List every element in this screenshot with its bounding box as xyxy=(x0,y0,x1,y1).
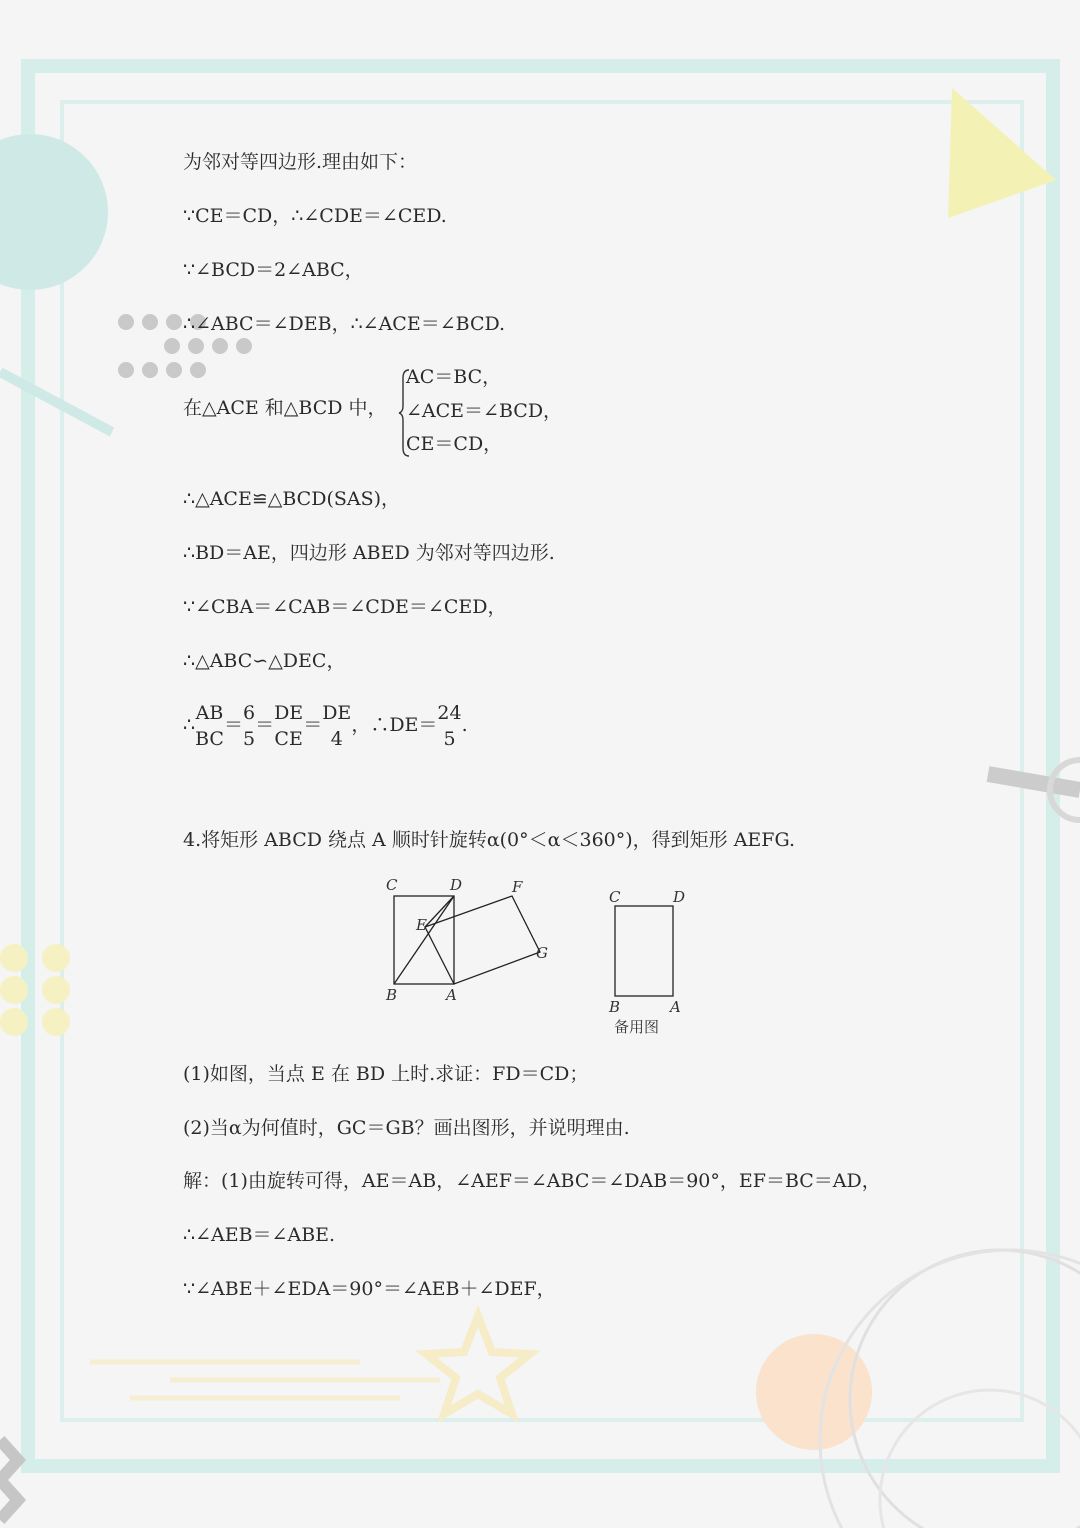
text-line-6: ∴BD＝AE，四边形 ABED 为邻对等四边形. xyxy=(183,542,555,564)
text-line-2: ∵CE＝CD，∴∠CDE＝∠CED. xyxy=(183,205,447,227)
system-prefix: 在△ACE 和△BCD 中， xyxy=(183,397,387,419)
label-f: F xyxy=(512,878,523,896)
outer-frame xyxy=(28,66,1053,1466)
label-e: E xyxy=(416,916,427,934)
label-b: B xyxy=(386,986,398,1004)
gray-zigzag xyxy=(0,1440,18,1520)
mint-bar xyxy=(0,372,112,432)
label-g: G xyxy=(536,944,548,962)
solution-line-2: ∴∠AEB＝∠ABE. xyxy=(183,1224,336,1246)
spare-rect xyxy=(615,906,673,996)
fraction-mid-text: ，∴DE＝ xyxy=(351,714,438,736)
fraction-ab-bc: AB BC xyxy=(195,702,224,750)
fraction-de-ce: DE CE xyxy=(274,702,304,750)
text-line-3: ∵∠BCD＝2∠ABC， xyxy=(183,259,364,281)
mint-circle xyxy=(0,134,108,290)
text-line-7: ∵∠CBA＝∠CAB＝∠CDE＝∠CED， xyxy=(183,596,507,618)
therefore-symbol: ∴ xyxy=(183,714,196,736)
fraction-6-5: 6 5 xyxy=(242,702,256,750)
line-bd xyxy=(394,896,454,984)
fraction-line: ∴ AB BC ＝ 6 5 ＝ DE CE ＝ DE 4 ，∴DE＝ 24 5 . xyxy=(183,702,468,750)
geometry-figure xyxy=(380,872,720,1042)
label-d: D xyxy=(450,876,463,894)
fraction-24-5: 24 5 xyxy=(437,702,462,750)
label-a: A xyxy=(446,986,457,1004)
spare-caption: 备用图 xyxy=(614,1018,660,1036)
text-line-4: ∴∠ABC＝∠DEB，∴∠ACE＝∠BCD. xyxy=(183,313,506,335)
question-4: 4.将矩形 ABCD 绕点 A 顺时针旋转α(0°＜α＜360°)，得到矩形 AEFG. xyxy=(183,829,796,851)
system-row-2: ∠ACE＝∠BCD， xyxy=(406,400,563,422)
system-row-1: AC＝BC， xyxy=(406,366,502,388)
label-c: C xyxy=(386,876,398,894)
spare-label-d: D xyxy=(673,888,686,906)
spare-label-b: B xyxy=(609,998,621,1016)
fraction-de-4: DE 4 xyxy=(322,702,352,750)
text-line-5: ∴△ACE≌△BCD(SAS)， xyxy=(183,488,401,510)
star-outline xyxy=(426,1316,530,1414)
text-line-1: 为邻对等四边形.理由如下： xyxy=(183,151,418,173)
question-4-part-2: (2)当α为何值时，GC＝GB？画出图形，并说明理由. xyxy=(183,1117,630,1139)
question-4-part-1: (1)如图，当点 E 在 BD 上时.求证：FD＝CD； xyxy=(183,1063,589,1085)
gray-arc-1 xyxy=(850,1250,1080,1528)
equation-system xyxy=(398,364,578,460)
text-line-8: ∴△ABC∽△DEC， xyxy=(183,650,346,672)
yellow-triangle xyxy=(948,88,1056,218)
solution-line-3: ∵∠ABE＋∠EDA＝90°＝∠AEB＋∠DEF， xyxy=(183,1278,556,1300)
system-row-3: CE＝CD， xyxy=(406,433,503,455)
solution-line-1: 解：(1)由旋转可得，AE＝AB，∠AEF＝∠ABC＝∠DAB＝90°，EF＝BC＝AD， xyxy=(183,1170,881,1192)
spare-label-a: A xyxy=(670,998,681,1016)
gray-bar xyxy=(988,774,1080,790)
spare-label-c: C xyxy=(609,888,621,906)
